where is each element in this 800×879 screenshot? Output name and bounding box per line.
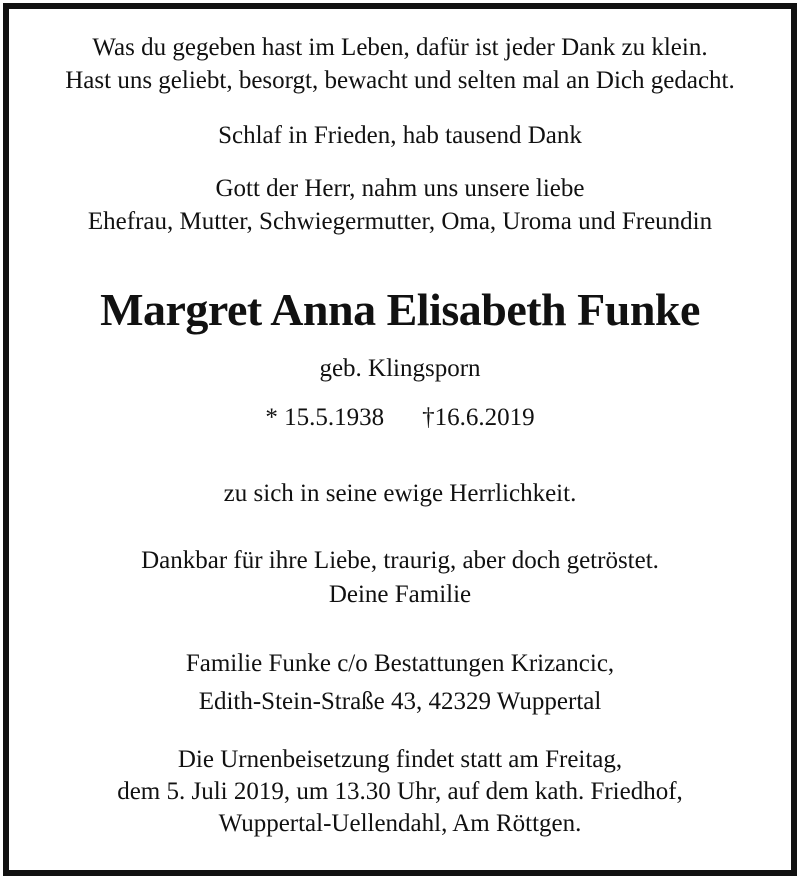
contact-line-2: Edith-Stein-Straße 43, 42329 Wuppertal [198, 688, 602, 715]
family-signature: Deine Familie [328, 581, 472, 608]
poem-line-2: Hast uns geliebt, besorgt, bewacht und selten mal an Dich gedacht. [65, 67, 735, 94]
funeral-line-1: Die Urnenbeisetzung findet statt am Freitag, [177, 746, 623, 773]
announcement-line-2: Ehefrau, Mutter, Schwiegermutter, Oma, Uroma und Freundin [87, 208, 713, 235]
birth-date: * 15.5.1938 [265, 404, 385, 431]
deceased-name: Margret Anna Elisabeth Funke [100, 284, 700, 335]
funeral-line-3: Wuppertal-Uellendahl, Am Röttgen. [218, 810, 582, 837]
life-dates [9, 403, 791, 433]
maiden-name: geb. Klingsporn [319, 355, 481, 382]
closing-line-1: zu sich in seine ewige Herrlichkeit. [223, 480, 577, 507]
closing-line-2: Dankbar für ihre Liebe, traurig, aber doch getröstet. [141, 547, 659, 574]
poem-line-1: Was du gegeben hast im Leben, dafür ist jeder Dank zu klein. [92, 34, 708, 61]
obituary-notice [9, 9, 791, 870]
contact-line-1: Familie Funke c/o Bestattungen Krizancic, [185, 650, 615, 677]
funeral-line-2: dem 5. Juli 2019, um 13.30 Uhr, auf dem kath. Friedhof, [117, 778, 683, 805]
death-date: †16.6.2019 [422, 404, 535, 431]
poem-line-3: Schlaf in Frieden, hab tausend Dank [218, 122, 582, 149]
announcement-line-1: Gott der Herr, nahm uns unsere liebe [215, 175, 585, 202]
